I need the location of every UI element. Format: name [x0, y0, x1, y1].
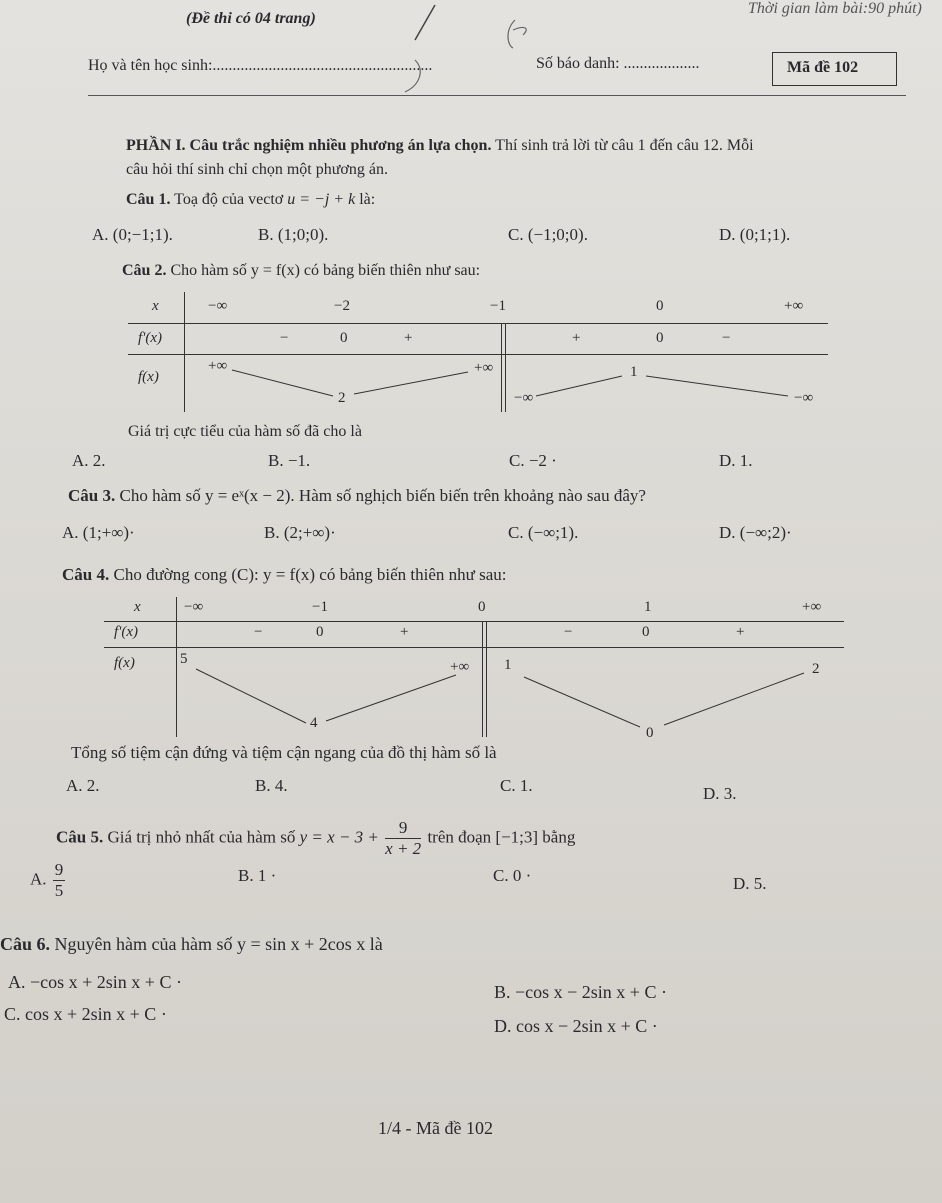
- q4-arrows: [104, 597, 844, 737]
- q4-fp-sign: +: [400, 624, 409, 640]
- q5-formula: y = x − 3 +: [299, 827, 379, 847]
- q3-stem: Câu 3. Cho hàm số y = eˣ(x − 2). Hàm số nghịch biến biến trên khoảng nào sau đây?: [68, 486, 646, 505]
- q2-fp-sign: 0: [340, 330, 348, 346]
- student-name-label: Họ và tên học sinh:: [88, 57, 213, 74]
- q2-f-val: +∞: [208, 358, 228, 374]
- q5-option-c[interactable]: C. 0 ·: [493, 866, 532, 885]
- q5-stem: Câu 5. Giá trị nhỏ nhất của hàm số y = x − 3 + $\frac{9}{x + 2}$ trên đoạn [−1;3] bằng: [56, 818, 576, 858]
- q2-x-val: 0: [656, 298, 664, 314]
- q4-x-label: x: [134, 599, 141, 615]
- pen-scribble: [395, 0, 575, 100]
- q4-fp-sign: −: [254, 624, 263, 640]
- q4-x-val: 1: [644, 599, 652, 615]
- q4-label: Câu 4.: [62, 565, 110, 584]
- page-footer: 1/4 - Mã đề 102: [378, 1118, 493, 1138]
- q5-option-d[interactable]: D. 5.: [733, 874, 767, 893]
- exam-duration: Thời gian làm bài:90 phút): [748, 0, 922, 17]
- q2-fp-sign: −: [280, 330, 289, 346]
- q3-option-d[interactable]: D. (−∞;2)·: [719, 523, 792, 542]
- q2-x-label: x: [152, 298, 159, 314]
- q2-option-a[interactable]: A. 2.: [72, 451, 106, 470]
- q4-fp-sign: +: [736, 624, 745, 640]
- q4-question: Tổng số tiệm cận đứng và tiệm cận ngang của đồ thị hàm số là: [71, 743, 497, 762]
- q4-f-val: 2: [812, 661, 820, 677]
- q6-option-b[interactable]: B. −cos x − 2sin x + C ·: [494, 982, 667, 1002]
- q2-fp-sign: +: [572, 330, 581, 346]
- q4-option-b[interactable]: B. 4.: [255, 776, 288, 795]
- q4-f-val: 4: [310, 715, 318, 731]
- part1-intro-line1: PHẦN I. Câu trắc nghiệm nhiều phương án lựa chọn. Thí sinh trả lời từ câu 1 đến câu 12. Mỗi: [126, 137, 754, 154]
- student-name-dots: .......................................................: [212, 57, 433, 74]
- q3-option-b[interactable]: B. (2;+∞)·: [264, 523, 336, 542]
- q5-option-a-fraction: $\frac{9}{5}$: [54, 860, 64, 900]
- q2-stem: Câu 2. Cho hàm số y = f(x) có bảng biến thiên như sau:: [122, 262, 481, 279]
- q4-fp-label: f'(x): [114, 624, 139, 640]
- student-id-dots: ...................: [623, 55, 700, 72]
- q2-f-val: 1: [630, 364, 638, 380]
- q2-fp-label: f'(x): [138, 330, 163, 346]
- page-count-note: (Đề thi có 04 trang): [186, 10, 316, 27]
- q5-label: Câu 5.: [56, 827, 104, 847]
- q4-x-val: +∞: [802, 599, 822, 615]
- q1-option-a[interactable]: A. (0;−1;1).: [92, 225, 173, 244]
- q2-label: Câu 2.: [122, 262, 167, 279]
- q1-formula: u = −j + k: [287, 191, 356, 208]
- q6-option-d[interactable]: D. cos x − 2sin x + C ·: [494, 1016, 658, 1036]
- q2-fp-sign: +: [404, 330, 413, 346]
- q2-option-c[interactable]: C. −2 ·: [509, 451, 557, 470]
- q2-f-label: f(x): [138, 369, 159, 385]
- q4-fp-sign: 0: [316, 624, 324, 640]
- q2-question: Giá trị cực tiểu của hàm số đã cho là: [128, 423, 362, 440]
- q4-f-val: 5: [180, 651, 188, 667]
- q4-f-label: f(x): [114, 655, 135, 671]
- q1-option-c[interactable]: C. (−1;0;0).: [508, 225, 588, 244]
- q6-stem: Câu 6. Nguyên hàm của hàm số y = sin x + 2cos x là: [0, 934, 383, 954]
- q1-label: Câu 1.: [126, 191, 171, 208]
- q1-option-b[interactable]: B. (1;0;0).: [258, 225, 329, 244]
- q5-option-b[interactable]: B. 1 ·: [238, 866, 277, 885]
- q6-option-c[interactable]: C. cos x + 2sin x + C ·: [4, 1004, 167, 1024]
- q4-fp-sign: −: [564, 624, 573, 640]
- q5-fraction: $\frac{9}{x + 2}$: [385, 818, 422, 858]
- part1-title: PHẦN I. Câu trắc nghiệm nhiều phương án lựa chọn.: [126, 137, 492, 154]
- q4-x-val: −1: [312, 599, 328, 615]
- student-id-label: Số báo danh:: [536, 55, 620, 72]
- q6-option-a[interactable]: A. −cos x + 2sin x + C ·: [8, 972, 182, 992]
- student-name-field: [88, 57, 432, 75]
- q1-stem: Câu 1. Toạ độ của vectơ u = −j + k là:: [126, 191, 376, 208]
- q2-f-val: 2: [338, 390, 346, 406]
- q4-f-val: 1: [504, 657, 512, 673]
- q3-option-c[interactable]: C. (−∞;1).: [508, 523, 579, 542]
- q2-fp-sign: 0: [656, 330, 664, 346]
- q4-f-val: 0: [646, 725, 654, 741]
- q2-arrows: [128, 292, 828, 412]
- q3-option-a[interactable]: A. (1;+∞)·: [62, 523, 135, 542]
- q2-f-val: −∞: [514, 390, 534, 406]
- part1-intro-line2: câu hỏi thí sinh chỉ chọn một phương án.: [126, 161, 388, 178]
- q2-x-val: +∞: [784, 298, 804, 314]
- q5-option-a[interactable]: A. $\frac{9}{5}$: [30, 860, 64, 900]
- q4-option-a[interactable]: A. 2.: [66, 776, 100, 795]
- q2-option-d[interactable]: D. 1.: [719, 451, 753, 470]
- q2-x-val: −∞: [208, 298, 228, 314]
- exam-code-box: [772, 52, 897, 86]
- q4-f-val: +∞: [450, 659, 470, 675]
- q4-x-val: 0: [478, 599, 486, 615]
- q2-x-val: −1: [490, 298, 506, 314]
- q1-option-d[interactable]: D. (0;1;1).: [719, 225, 791, 244]
- q2-f-val: −∞: [794, 390, 814, 406]
- q2-f-val: +∞: [474, 360, 494, 376]
- q4-stem: Câu 4. Cho đường cong (C): y = f(x) có bảng biến thiên như sau:: [62, 565, 507, 584]
- q6-label: Câu 6.: [0, 934, 51, 954]
- q4-x-val: −∞: [184, 599, 204, 615]
- q4-option-c[interactable]: C. 1.: [500, 776, 533, 795]
- q2-x-val: −2: [334, 298, 350, 314]
- q2-option-b[interactable]: B. −1.: [268, 451, 311, 470]
- q3-label: Câu 3.: [68, 486, 116, 505]
- q2-fp-sign: −: [722, 330, 731, 346]
- exam-code: Mã đề 102: [787, 59, 859, 76]
- q2-variation-table: [128, 292, 828, 412]
- q4-fp-sign: 0: [642, 624, 650, 640]
- q4-variation-table: [104, 597, 844, 741]
- q4-option-d[interactable]: D. 3.: [703, 784, 737, 803]
